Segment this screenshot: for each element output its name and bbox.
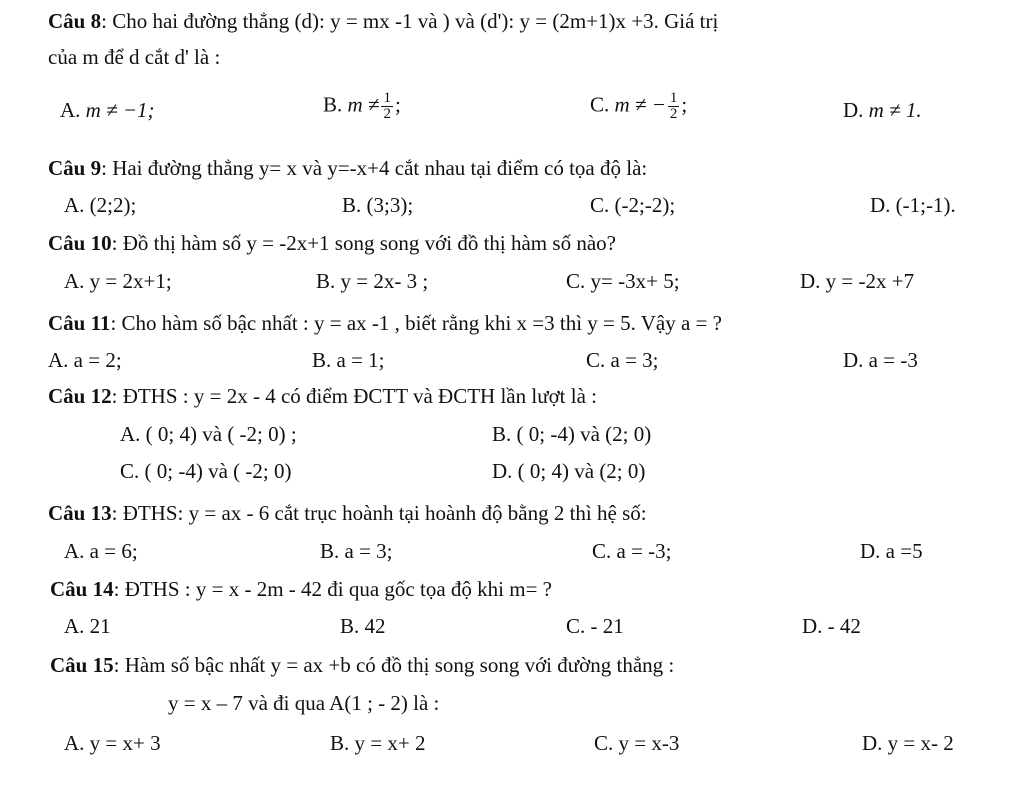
option-c: C. (-2;-2); [590, 193, 676, 217]
option-d: D. y = -2x +7 [800, 269, 915, 293]
option-c: C. ( 0; -4) và ( -2; 0) [120, 459, 292, 483]
option-b: B. m ≠ $\frac{1}{2}$ ; [323, 90, 401, 122]
option-c: C. y = x-3 [594, 731, 680, 755]
option-d: D. (-1;-1). [870, 193, 956, 217]
option-a: A. y = x+ 3 [64, 731, 161, 755]
option-c: C. a = 3; [586, 348, 659, 372]
option-a: A. 21 [64, 614, 111, 638]
option-d: D. y = x- 2 [862, 731, 954, 755]
question-label: Câu 13 [48, 501, 112, 525]
option-a: A. ( 0; 4) và ( -2; 0) ; [120, 422, 297, 446]
option-a: A. y = 2x+1; [64, 269, 172, 293]
option-c: C. - 21 [566, 614, 624, 638]
question-label: Câu 12 [48, 384, 112, 408]
option-d: D. a =5 [860, 539, 923, 563]
option-b: B. y = 2x- 3 ; [316, 269, 429, 293]
option-c: C. m ≠ − $\frac{1}{2}$ ; [590, 90, 688, 122]
question-label: Câu 8 [48, 9, 102, 33]
question-13 [48, 500, 647, 526]
question-10 [48, 230, 616, 256]
question-11 [48, 310, 722, 336]
question-8-continued: của m để d cắt d' là : [48, 45, 221, 69]
option-b: B. ( 0; -4) và (2; 0) [492, 422, 652, 446]
option-c: C. a = -3; [592, 539, 672, 563]
option-b: B. 42 [340, 614, 386, 638]
option-a: A. m ≠ −1; [60, 98, 155, 122]
question-label: Câu 9 [48, 156, 102, 180]
question-text: : ĐTHS : y = x - 2m - 42 đi qua gốc tọa độ khi m= ? [113, 577, 552, 601]
question-text: : Hai đường thẳng y= x và y=-x+4 cắt nhau tại điểm có tọa độ là: [101, 156, 648, 180]
option-b: B. a = 1; [312, 348, 385, 372]
question-label: Câu 15 [50, 653, 114, 677]
option-d: D. m ≠ 1. [843, 98, 922, 122]
question-text: : Hàm số bậc nhất y = ax +b có đồ thị song song với đường thẳng : [113, 653, 675, 677]
option-a: A. (2;2); [64, 193, 137, 217]
question-8 [48, 8, 718, 34]
question-9 [48, 155, 647, 181]
question-15-continued: y = x – 7 và đi qua A(1 ; - 2) là : [168, 691, 440, 715]
question-text: : Cho hai đường thẳng (d): y = mx -1 và ) và (d'): y = (2m+1)x +3. Giá trị [101, 9, 719, 33]
question-label: Câu 11 [48, 311, 111, 335]
question-label: Câu 14 [50, 577, 114, 601]
question-14 [50, 576, 552, 602]
question-text: : ĐTHS: y = ax - 6 cắt trục hoành tại hoành độ bằng 2 thì hệ số: [111, 501, 647, 525]
option-d: D. ( 0; 4) và (2; 0) [492, 459, 646, 483]
option-a: A. a = 2; [48, 348, 122, 372]
question-text: : Cho hàm số bậc nhất : y = ax -1 , biết rằng khi x =3 thì y = 5. Vậy a = ? [110, 311, 722, 335]
question-15 [50, 652, 674, 678]
option-d: D. - 42 [802, 614, 861, 638]
option-c: C. y= -3x+ 5; [566, 269, 680, 293]
question-text: : Đồ thị hàm số y = -2x+1 song song với đồ thị hàm số nào? [111, 231, 616, 255]
option-b: B. a = 3; [320, 539, 393, 563]
question-12 [48, 383, 597, 409]
question-text: : ĐTHS : y = 2x - 4 có điểm ĐCTT và ĐCTH lần lượt là : [111, 384, 597, 408]
option-b: B. (3;3); [342, 193, 414, 217]
option-b: B. y = x+ 2 [330, 731, 426, 755]
question-label: Câu 10 [48, 231, 112, 255]
option-a: A. a = 6; [64, 539, 138, 563]
option-d: D. a = -3 [843, 348, 918, 372]
